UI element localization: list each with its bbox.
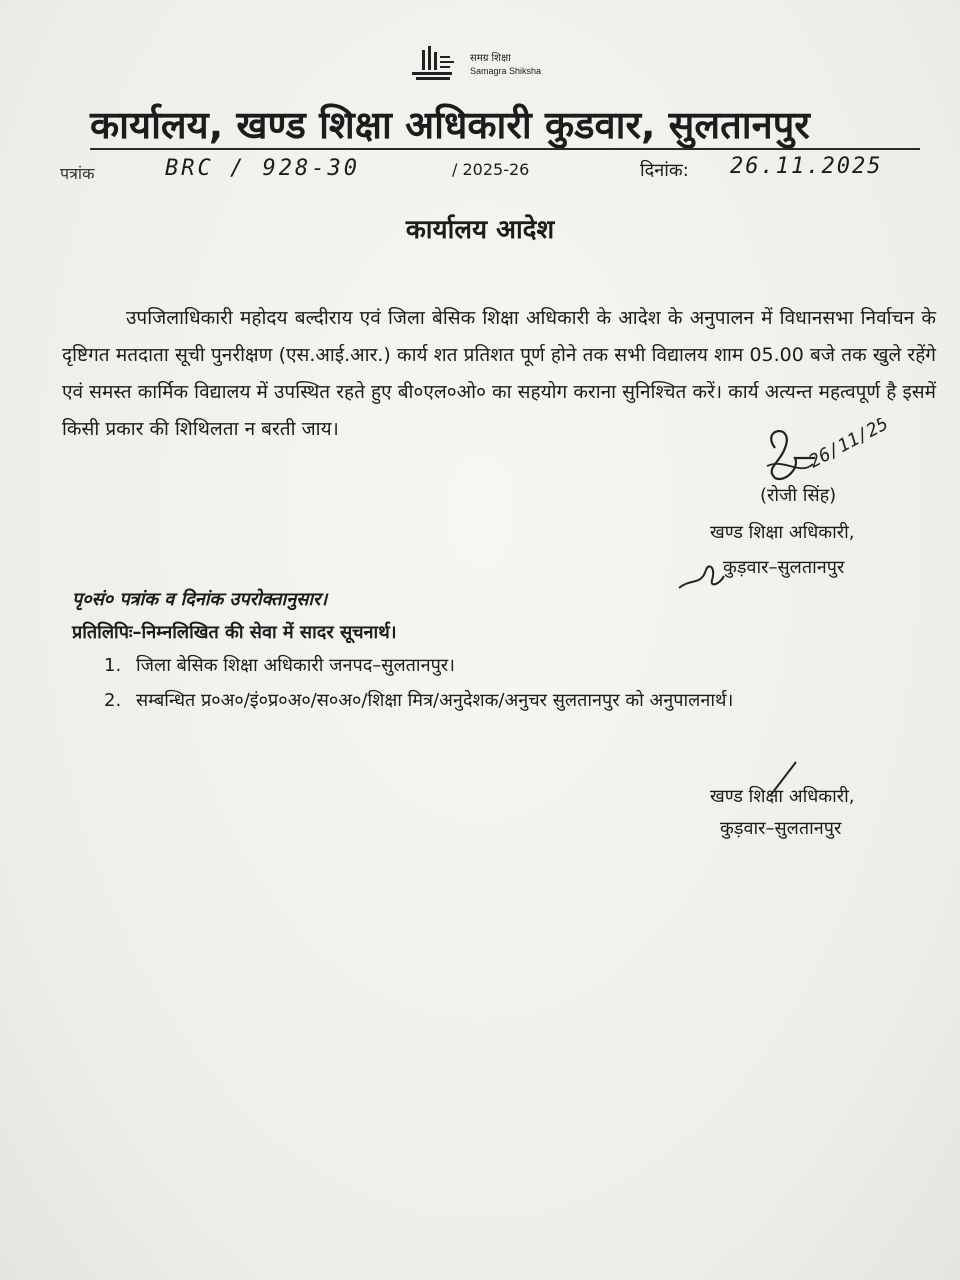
initial-signature: [676, 558, 726, 598]
signature-date: 26/11/25: [805, 418, 892, 473]
endorsement-line: पृ०सं० पत्रांक व दिनांक उपरोक्तानुसार।: [72, 589, 328, 610]
signer-place: कुड़वार–सुलतानपुर: [723, 557, 845, 578]
logo-english-text: Samagra Shiksha: [470, 66, 542, 76]
samagra-shiksha-logo: [410, 44, 590, 84]
handwritten-signature: [755, 418, 915, 492]
title-underline: [90, 148, 920, 150]
list-item: [104, 684, 930, 718]
list-item-text: सम्बन्धित प्र०अ०/इं०प्र०अ०/स०अ०/शिक्षा मित्र/अनुदेशक/अनुचर सुलतानपुर को अनुपालनार्थ।: [136, 690, 734, 711]
copy-to-heading: प्रतिलिपिः–निम्नलिखित की सेवा में सादर सूचनार्थ।: [72, 622, 397, 643]
list-item-number: 1.: [104, 655, 122, 676]
list-item-text: जिला बेसिक शिक्षा अधिकारी जनपद–सुलतानपुर।: [136, 655, 455, 676]
date-label: दिनांक:: [640, 160, 689, 181]
list-item-number: 2.: [104, 690, 122, 711]
signer-title: खण्ड शिक्षा अधिकारी,: [710, 522, 855, 543]
reference-number: BRC / 928-30: [165, 156, 360, 181]
samagra-shiksha-emblem-icon: [410, 44, 466, 84]
footer-title: खण्ड शिक्षा अधिकारी,: [710, 786, 855, 807]
order-body-text: उपजिलाधिकारी महोदय बल्दीराय एवं जिला बेसिक शिक्षा अधिकारी के आदेश के अनुपालन में विधानसभा निर्वाचन के दृष्टिगत मतदाता सूची पुनरीक्षण (एस.आई.आर.) कार्य शत प्रतिशत पूर्ण होने तक सभी विद्यालय शाम 05.00 बजे तक खुले रहेंगे एवं समस्त कार्मिक विद्यालय में उपस्थित रहते हुए बी०एल०ओ० का सहयोग कराना सुनिश्चित करें। कार्य अत्यन्त महत्वपूर्ण है इसमें किसी प्रकार की शिथिलता न बरती जाय।: [62, 307, 936, 440]
reference-label: पत्रांक: [60, 164, 95, 183]
signer-name: (रोजी सिंह): [760, 485, 837, 506]
date-value: 26.11.2025: [730, 154, 883, 179]
document-heading: कार्यालय आदेश: [405, 215, 555, 245]
office-title: कार्यालय, खण्ड शिक्षा अधिकारी कुडवार, सुलतानपुर: [90, 103, 810, 147]
list-item: [104, 649, 455, 683]
footer-place: कुड़वार–सुलतानपुर: [720, 818, 842, 839]
logo-hindi-text: समग्र शिक्षा: [470, 53, 511, 64]
reference-year: / 2025-26: [452, 160, 530, 179]
